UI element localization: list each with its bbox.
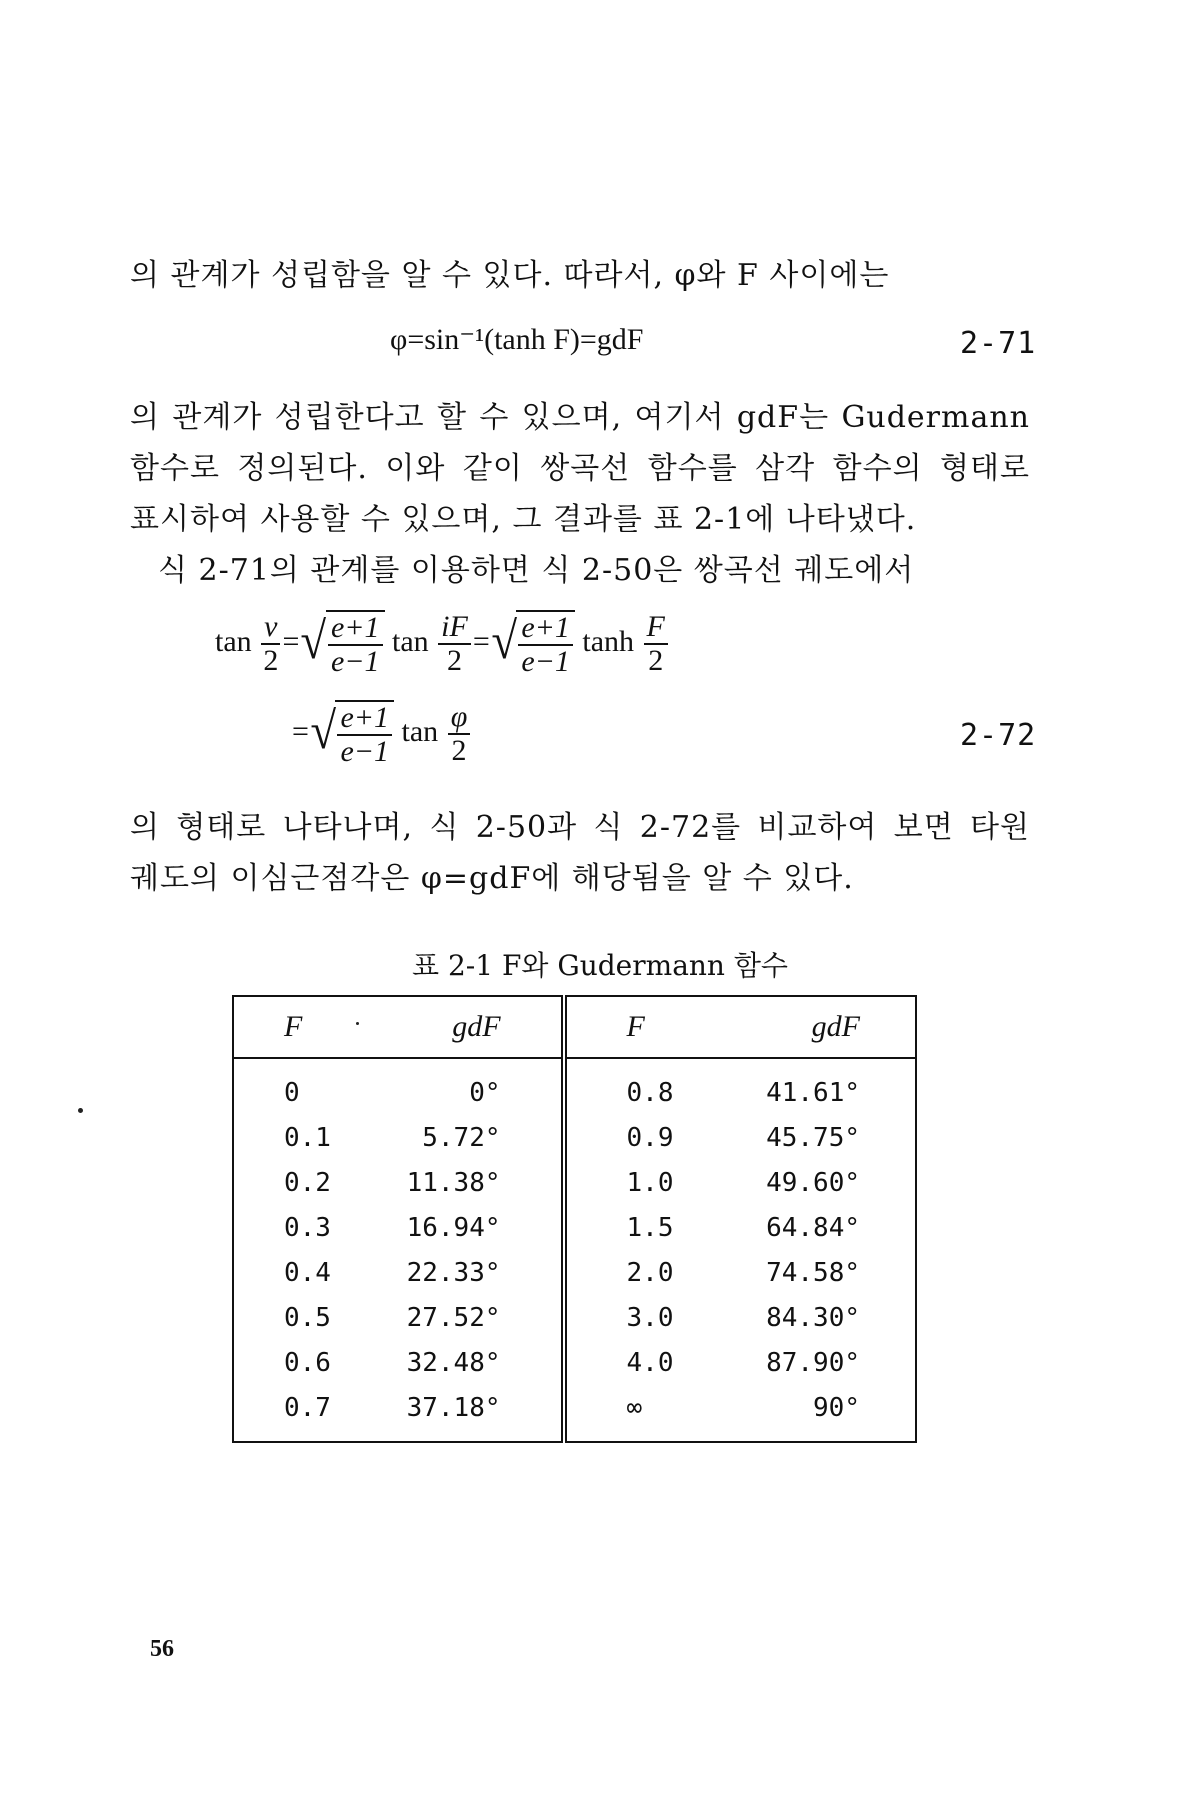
- table-cell: 87.90°: [766, 1347, 860, 1378]
- denominator: e−1: [340, 735, 390, 768]
- fraction: [438, 611, 471, 677]
- equals-sign: =: [282, 624, 300, 658]
- radical-sign: √: [300, 613, 327, 670]
- table-cell: 32.48°: [406, 1347, 501, 1378]
- print-speck: [78, 1108, 83, 1113]
- table-cell: 0.4: [284, 1257, 331, 1288]
- gudermann-table: [232, 995, 917, 1443]
- square-root: [309, 700, 394, 768]
- equation-number: 2-72: [960, 718, 1037, 753]
- table-row: [233, 1115, 916, 1160]
- table-cell: 2.0: [564, 1250, 722, 1295]
- print-speck: [356, 1022, 359, 1025]
- square-root: [490, 610, 575, 678]
- square-root: [299, 610, 384, 678]
- table-cell: 0.8: [564, 1058, 722, 1115]
- equation-number: 2-71: [960, 326, 1037, 361]
- table-cell: 45.75°: [766, 1122, 860, 1153]
- denominator: 2: [648, 644, 664, 677]
- fraction: [328, 612, 383, 678]
- table-cell: 0°: [469, 1077, 501, 1108]
- fraction: [448, 701, 471, 767]
- table-cell: 1.5: [564, 1205, 722, 1250]
- table-cell: 49.60°: [766, 1167, 860, 1198]
- equals-sign: =: [292, 714, 309, 748]
- fraction: [644, 611, 668, 677]
- denominator: 2: [447, 644, 462, 677]
- paragraph-line: 궤도의 이심근점각은 φ=gdF에 해당됨을 알 수 있다.: [130, 861, 854, 896]
- tanh-function: tanh: [582, 624, 635, 658]
- column-header: gdF: [722, 996, 916, 1058]
- equals-sign: =: [472, 624, 490, 658]
- paragraph-line: 의 관계가 성립함을 알 수 있다. 따라서, φ와 F 사이에는: [130, 258, 890, 293]
- table-caption: 표 2-1 F와 Gudermann 함수: [412, 949, 788, 982]
- fraction: [518, 612, 573, 678]
- numerator: e+1: [518, 612, 573, 646]
- column-header: F: [233, 996, 372, 1058]
- table-cell: 0.3: [284, 1212, 331, 1243]
- table-cell: 16.94°: [406, 1212, 501, 1243]
- table-cell: 90°: [813, 1392, 860, 1423]
- table-cell: 0.6: [284, 1347, 331, 1378]
- numerator: e+1: [328, 612, 383, 646]
- table-cell: 0.2: [284, 1167, 331, 1198]
- numerator: e+1: [337, 702, 392, 736]
- table-cell: 1.0: [564, 1160, 722, 1205]
- paragraph-line: 함수로 정의된다. 이와 같이 쌍곡선 함수를 삼각 함수의 형태로: [130, 451, 1030, 486]
- numerator: ν: [261, 611, 280, 645]
- column-header: gdF: [372, 996, 563, 1058]
- tan-function: tan: [215, 624, 252, 658]
- table-row: [233, 1205, 916, 1250]
- numerator: iF: [438, 611, 471, 645]
- table-cell: 3.0: [564, 1295, 722, 1340]
- equation-2-72-line2: [292, 700, 472, 768]
- table-cell: 4.0: [564, 1340, 722, 1385]
- fraction: [261, 611, 280, 677]
- equation-2-72-line1: [215, 610, 670, 678]
- table-row: [233, 1160, 916, 1205]
- radical-sign: √: [310, 703, 337, 760]
- paragraph-line: 의 관계가 성립한다고 할 수 있으며, 여기서 gdF는 Gudermann: [130, 400, 1030, 435]
- table-row: [233, 1340, 916, 1385]
- equation-2-71: φ=sin⁻¹(tanh F)=gdF: [390, 323, 644, 356]
- numerator: F: [644, 611, 668, 645]
- table-row: [233, 1385, 916, 1442]
- table-cell: 0.5: [284, 1302, 331, 1333]
- denominator: e−1: [521, 645, 570, 678]
- paragraph-line: 식 2-71의 관계를 이용하면 식 2-50은 쌍곡선 궤도에서: [158, 553, 915, 588]
- paragraph-line: 표시하여 사용할 수 있으며, 그 결과를 표 2-1에 나타냈다.: [130, 502, 917, 537]
- tan-function: tan: [401, 714, 439, 748]
- table-header-row: [233, 996, 916, 1058]
- table-cell: 0.7: [284, 1392, 331, 1423]
- radical-sign: √: [491, 613, 517, 670]
- table-cell: 0.1: [284, 1122, 331, 1153]
- page-number: 56: [150, 1636, 174, 1662]
- denominator: 2: [451, 734, 467, 767]
- paragraph-line: 의 형태로 나타나며, 식 2-50과 식 2-72를 비교하여 보면 타원: [130, 810, 1030, 845]
- table-cell: 22.33°: [406, 1257, 501, 1288]
- table-cell: 84.30°: [766, 1302, 860, 1333]
- numerator: φ: [448, 701, 471, 735]
- table-cell: ∞: [564, 1385, 722, 1442]
- table-cell: 27.52°: [406, 1302, 501, 1333]
- table-cell: 5.72°: [422, 1122, 501, 1153]
- table-cell: 0: [284, 1077, 300, 1108]
- table-cell: 0.9: [564, 1115, 722, 1160]
- column-header: F: [564, 996, 722, 1058]
- table-row: [233, 1058, 916, 1115]
- table-cell: 64.84°: [766, 1212, 860, 1243]
- table-row: [233, 1250, 916, 1295]
- tan-function: tan: [392, 624, 429, 658]
- fraction: [337, 702, 392, 768]
- denominator: 2: [263, 644, 279, 677]
- table-cell: 11.38°: [406, 1167, 501, 1198]
- denominator: e−1: [330, 645, 380, 678]
- table-cell: 74.58°: [766, 1257, 860, 1288]
- table-cell: 41.61°: [766, 1077, 860, 1108]
- table-row: [233, 1295, 916, 1340]
- table-cell: 37.18°: [406, 1392, 501, 1423]
